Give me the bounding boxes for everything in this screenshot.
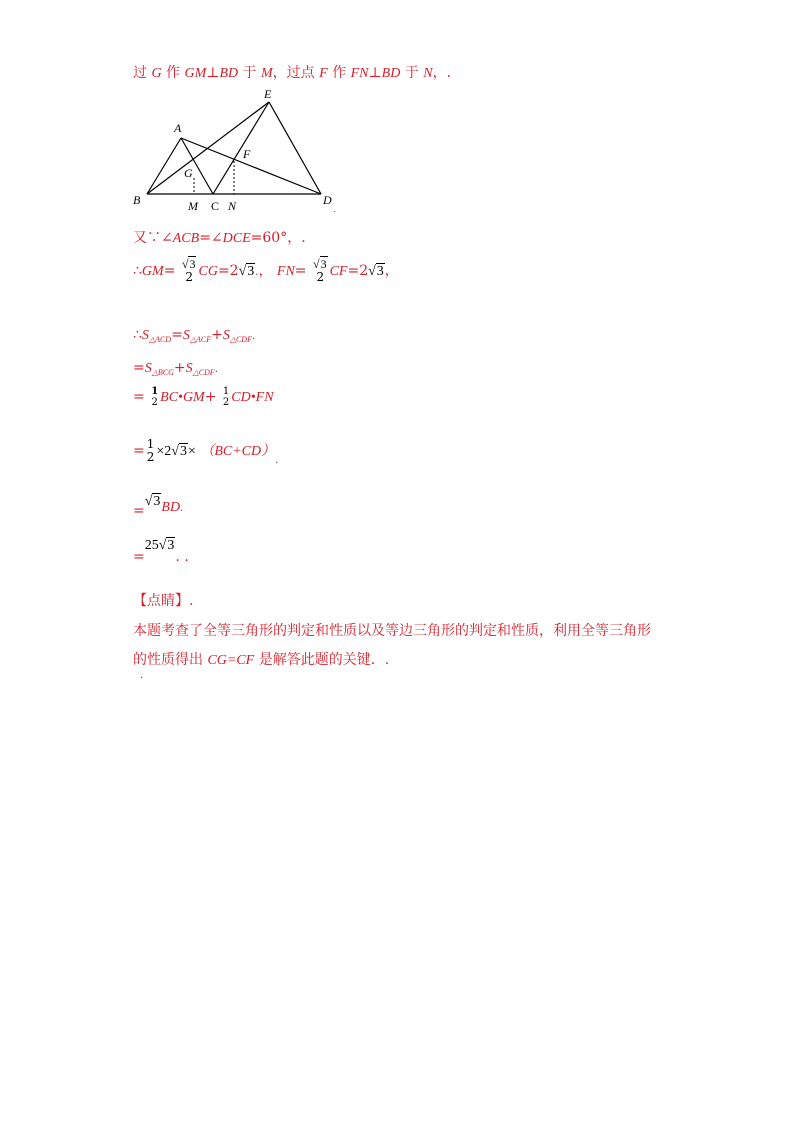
angle-acb: ACB	[172, 231, 200, 246]
label-b: B	[133, 193, 141, 207]
var-fn: FN	[350, 66, 369, 81]
text: =	[133, 549, 145, 565]
text: =	[133, 389, 145, 405]
subscript: △BCG	[151, 368, 174, 377]
comment-text-1: 本题考查了全等三角形的判定和性质以及等边三角形的判定和性质，利用全等三角形	[133, 623, 651, 639]
label-n: N	[228, 199, 237, 213]
sqrt: √3	[368, 264, 384, 279]
var-g: G	[151, 66, 162, 81]
angle-line	[133, 227, 306, 247]
geometry-figure	[131, 86, 346, 214]
perp-symbol: ⊥	[206, 65, 220, 81]
text: 作	[327, 65, 351, 81]
text: =2	[347, 263, 369, 279]
denominator: 2	[146, 450, 155, 464]
text: +	[204, 389, 217, 405]
segment-ed	[269, 102, 321, 194]
label-c: C	[211, 199, 220, 213]
text: .	[214, 364, 218, 375]
segment-be	[147, 102, 269, 194]
text: .	[251, 331, 256, 342]
fraction	[147, 438, 155, 464]
var-gm: GM	[184, 66, 207, 81]
numerator: 1	[222, 386, 230, 397]
text: =∠	[199, 230, 223, 246]
label-a: A	[174, 121, 182, 135]
text: =	[133, 443, 145, 459]
area-line-2	[133, 360, 218, 377]
text: ×2	[156, 444, 172, 459]
area-line-3	[133, 386, 274, 408]
construction-line	[133, 62, 451, 82]
segment-ad	[181, 138, 321, 194]
term: CD•FN	[231, 390, 274, 405]
fraction	[223, 386, 229, 408]
fraction	[151, 386, 158, 408]
subscript: △ACF	[189, 335, 212, 344]
text: .	[255, 267, 259, 278]
var-bd: BD	[161, 500, 181, 515]
equation: CG=CF	[207, 653, 255, 668]
text: =2	[217, 263, 239, 279]
numerator: 1	[151, 386, 159, 397]
label-f: F	[243, 147, 251, 161]
text: 又∵∠	[133, 230, 173, 246]
text: . .	[175, 549, 189, 565]
numerator: 1	[146, 437, 155, 451]
text: 作	[161, 65, 185, 81]
sqrt: √3	[171, 444, 187, 459]
text: =	[133, 503, 145, 519]
var-f: F	[319, 66, 328, 81]
text: 于	[400, 65, 424, 81]
segment-ce	[213, 102, 269, 194]
text: ，过点	[272, 65, 320, 81]
area-line-1	[133, 327, 255, 344]
var-s: S	[144, 361, 152, 376]
subscript: △ACD	[148, 335, 172, 344]
therefore-symbol: ∴	[133, 263, 142, 279]
sqrt: √3	[238, 264, 255, 279]
segment-ba	[147, 138, 181, 194]
text: +	[211, 327, 223, 343]
var-n: N	[423, 66, 433, 81]
subscript: △CDF	[229, 335, 252, 344]
denominator: 2	[222, 397, 230, 408]
sqrt: √3	[158, 538, 175, 553]
var-s: S	[185, 361, 193, 376]
label-e: E	[264, 87, 272, 101]
label-m: M	[188, 199, 198, 213]
text: ，	[384, 263, 399, 279]
numerator: √3	[312, 257, 327, 271]
comment-heading: 【点睛】.	[133, 593, 194, 609]
denominator: 2	[151, 397, 158, 408]
area-line-5	[133, 494, 183, 519]
figure-dot: .	[334, 205, 336, 214]
var-s: S	[222, 328, 230, 343]
sqrt: √3	[144, 494, 161, 509]
text: .	[275, 455, 279, 466]
therefore-symbol: ∴	[133, 327, 142, 343]
area-result	[133, 538, 189, 565]
coefficient: 25	[144, 538, 159, 553]
var-s: S	[182, 328, 190, 343]
var-cf: CF	[329, 264, 348, 279]
angle-dce: DCE	[222, 231, 251, 246]
gm-fn-line	[133, 258, 399, 284]
denominator: 2	[316, 270, 325, 284]
text: =	[133, 360, 145, 376]
var-bd: BD	[381, 66, 401, 81]
text: 过	[133, 65, 152, 81]
text: =	[294, 263, 307, 279]
perp-symbol: ⊥	[368, 65, 382, 81]
var-fn: FN	[276, 264, 295, 279]
term: BC•GM	[160, 390, 205, 405]
fraction	[182, 258, 197, 284]
term: （BC+CD）	[200, 444, 276, 459]
text: 的性质得出	[133, 652, 208, 668]
numerator: √3	[181, 257, 196, 271]
denominator: 2	[185, 270, 193, 284]
text: =	[163, 263, 176, 279]
var-s: S	[141, 328, 149, 343]
text: ×	[187, 444, 196, 459]
var-gm: GM	[141, 264, 164, 279]
text: =60°，.	[250, 230, 306, 246]
var-cg: CG	[198, 264, 218, 279]
label-d: D	[323, 193, 332, 207]
label-g: G	[184, 166, 193, 180]
text: 是解答此题的关键．.	[254, 652, 390, 668]
subscript: △CDF	[192, 368, 215, 377]
text: .	[180, 503, 184, 514]
text: ，.	[432, 65, 452, 81]
text: 于	[238, 65, 262, 81]
area-line-4	[133, 438, 278, 466]
text: +	[173, 360, 186, 376]
text: =	[171, 327, 183, 343]
text: ，	[258, 263, 273, 279]
trailing-dot: .	[140, 670, 144, 681]
fraction	[313, 258, 328, 284]
var-bd: BD	[219, 66, 239, 81]
var-m: M	[261, 66, 273, 81]
comment-text-2	[133, 649, 389, 669]
